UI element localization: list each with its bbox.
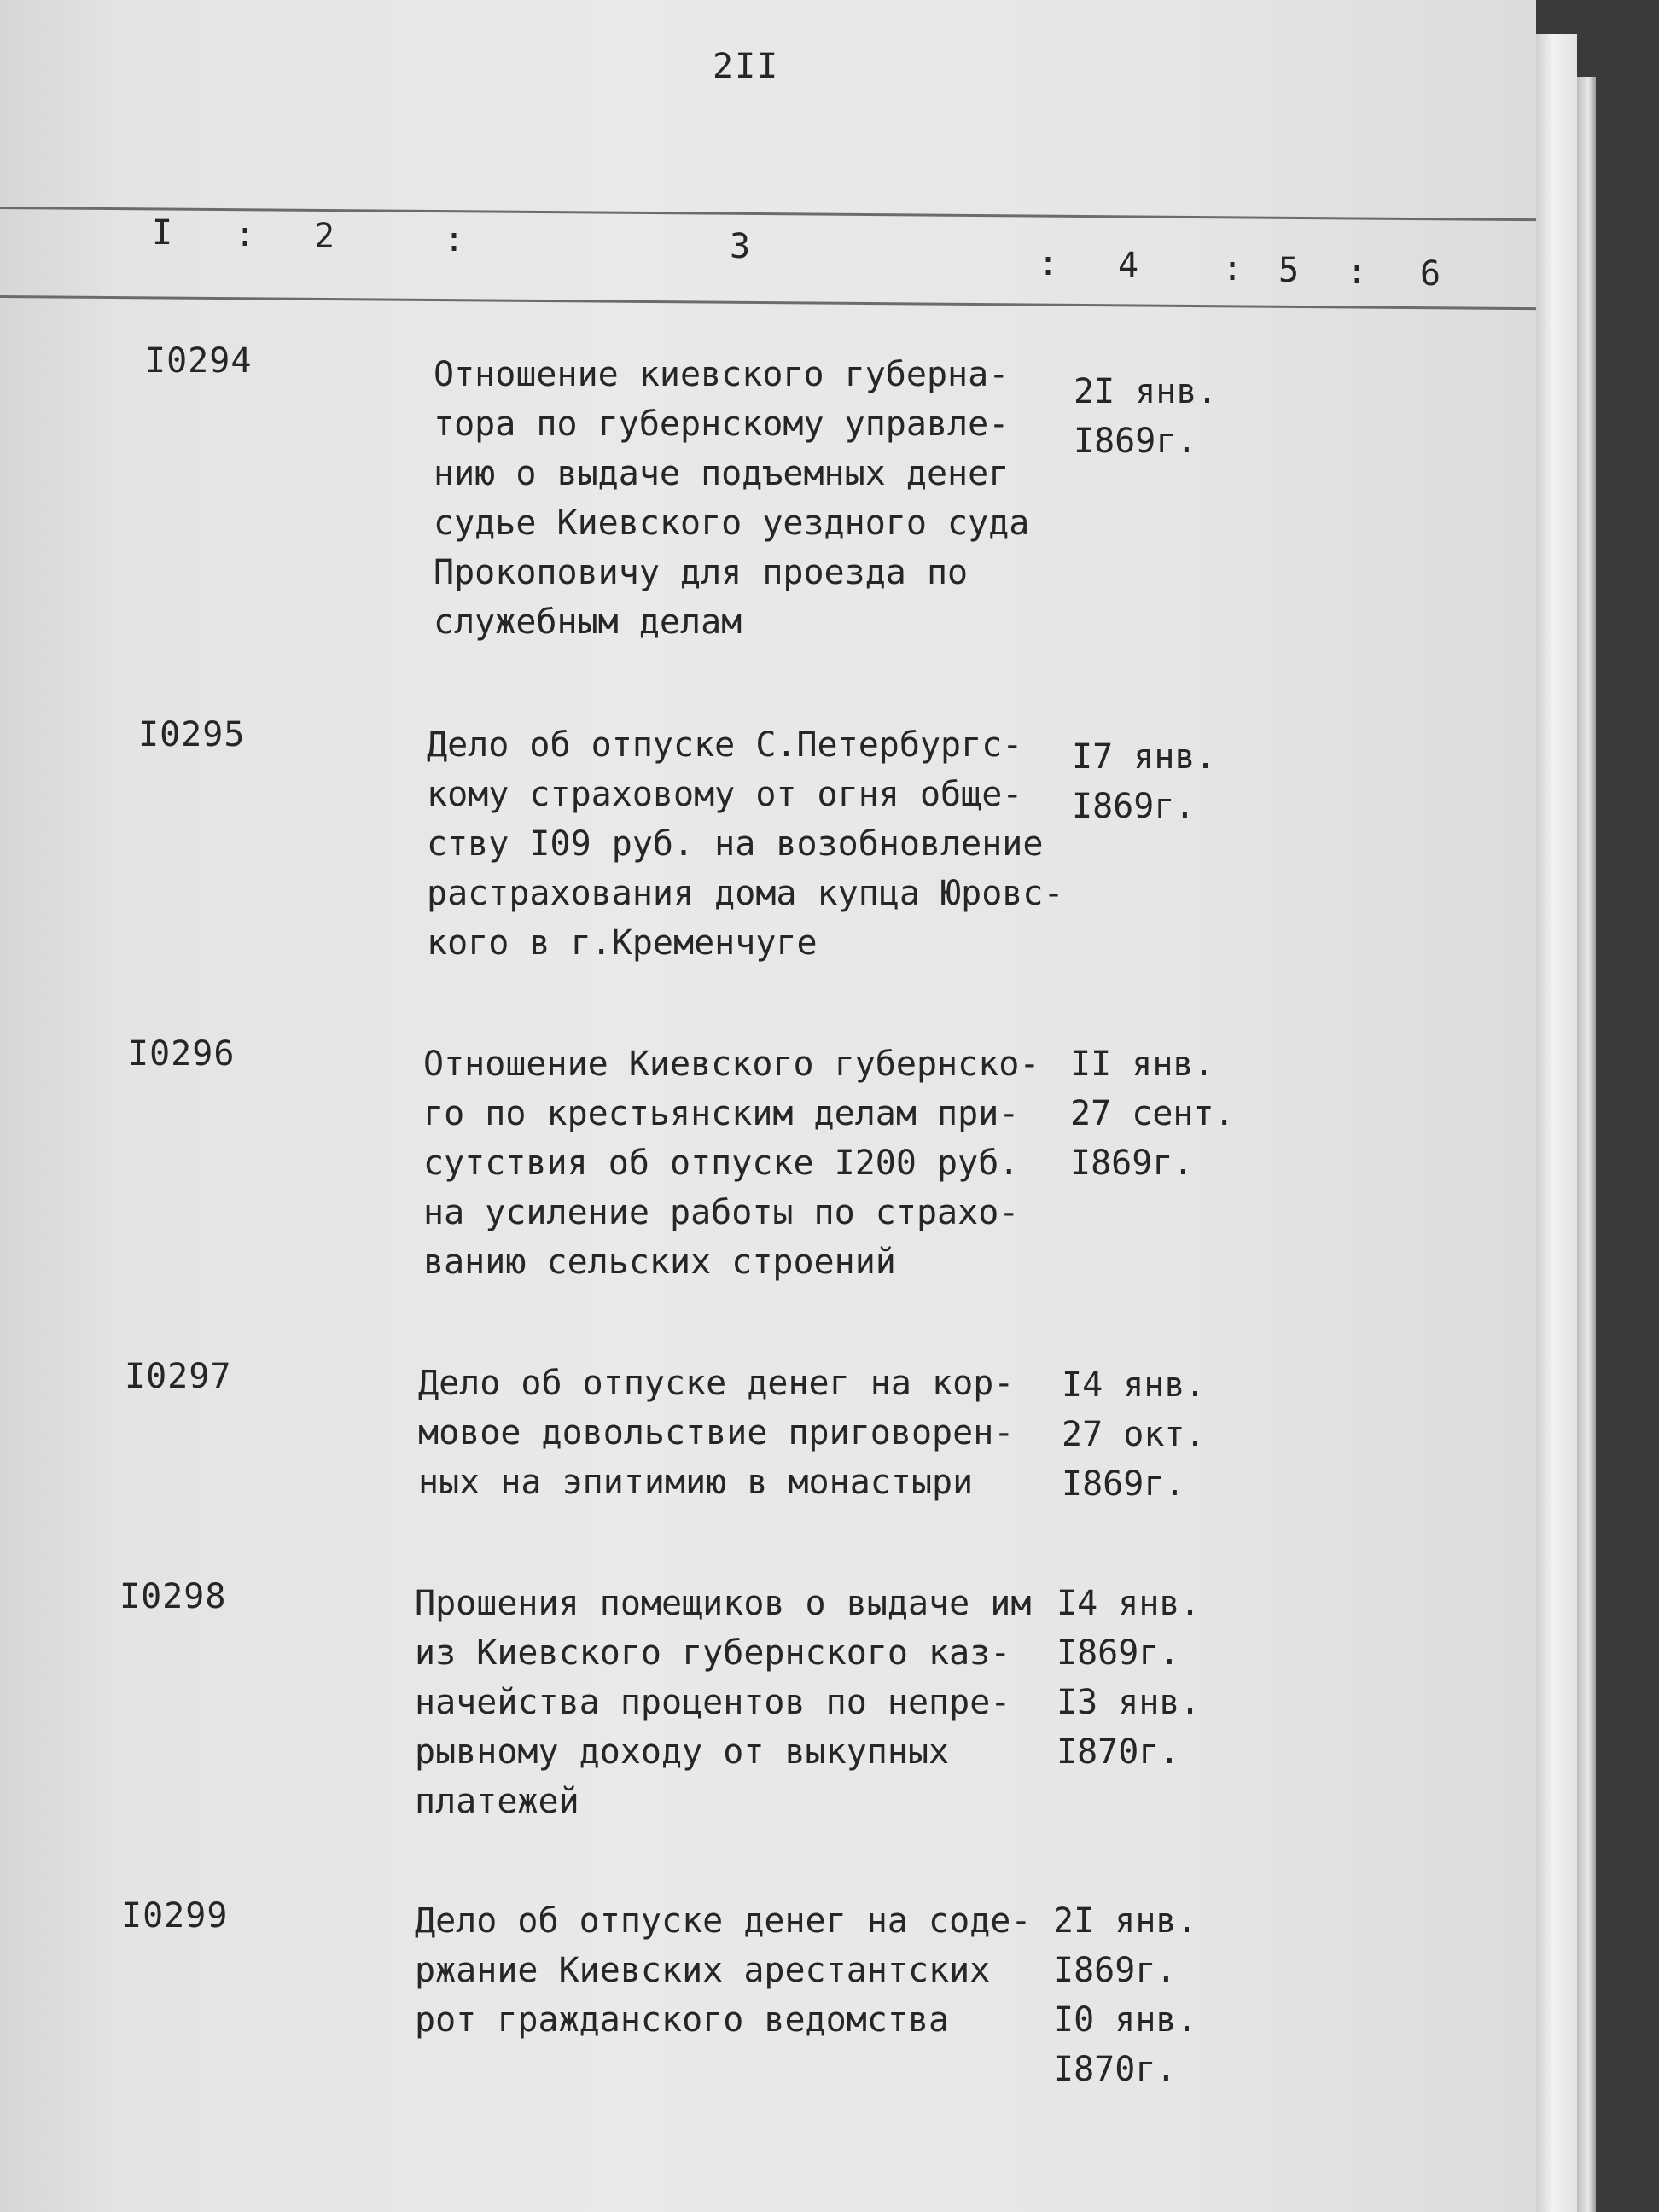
- column-header-separator: :: [1038, 244, 1059, 283]
- entry-date: I869г.: [1062, 1464, 1185, 1504]
- entry-date: I869г.: [1070, 1144, 1194, 1183]
- entry-date: 27 сент.: [1070, 1094, 1235, 1133]
- entry-dates: [1053, 1896, 1241, 2094]
- entry-description-line: ству I09 руб. на возобновление: [427, 824, 1044, 864]
- entry-date: I870г.: [1057, 1732, 1180, 1772]
- entry-date: 2I янв.: [1074, 372, 1218, 411]
- entry-dates: [1062, 1360, 1249, 1509]
- entry-description-line: служебным делам: [434, 602, 742, 642]
- entry-description: [418, 1359, 1067, 1507]
- entry-number: I0298: [119, 1577, 227, 1616]
- column-header-separator: :: [444, 220, 465, 259]
- entry-description-line: Прошения помещиков о выдаче им: [415, 1584, 1032, 1623]
- page-stack-edge-dark: [1577, 77, 1596, 2212]
- entry-description-line: платежей: [415, 1782, 579, 1821]
- entry-date: II янв.: [1070, 1045, 1214, 1084]
- entry-description-line: рот гражданского ведомства: [415, 2000, 950, 2040]
- column-header-5: 5: [1278, 251, 1300, 290]
- entry-description-line: кому страховому от огня обще-: [427, 775, 1023, 814]
- entry-description-line: рывному доходу от выкупных: [415, 1732, 950, 1772]
- entry-dates: [1070, 1039, 1258, 1188]
- entry-description-line: Дело об отпуске С.Петербургс-: [427, 725, 1023, 765]
- entry-description-line: нию о выдаче подъемных денег: [434, 454, 1010, 493]
- entry-date: I0 янв.: [1053, 2000, 1197, 2040]
- entry-description-line: из Киевского губернского каз-: [415, 1633, 1011, 1673]
- entry-number: I0296: [128, 1034, 236, 1074]
- entry-description-line: сутствия об отпуске I200 руб.: [423, 1144, 1020, 1183]
- page-number: 2II: [713, 47, 780, 86]
- entry-date: 27 окт.: [1062, 1415, 1206, 1454]
- entry-description-line: на усиление работы по страхо-: [423, 1193, 1020, 1232]
- entry-description-line: тора по губернскому управле-: [434, 405, 1010, 444]
- column-header-4: 4: [1118, 246, 1139, 285]
- entry-dates: [1074, 367, 1261, 466]
- entry-description-line: растрахования дома купца Юровс-: [427, 874, 1064, 913]
- entry-date: I4 янв.: [1062, 1365, 1206, 1405]
- entry-number: I0299: [121, 1896, 229, 1936]
- entry-description-line: ржание Киевских арестантских: [415, 1951, 991, 1990]
- entry-description-line: Дело об отпуске денег на соде-: [415, 1901, 1032, 1941]
- entry-description: [423, 1039, 1072, 1287]
- entry-description-line: Отношение Киевского губернско-: [423, 1045, 1040, 1084]
- entry-number: I0294: [145, 341, 253, 381]
- entry-description-line: ванию сельских строений: [423, 1243, 896, 1282]
- entry-date: I869г.: [1053, 1951, 1177, 1990]
- page-stack-edge: [1536, 34, 1577, 2212]
- entry-description: [434, 350, 1082, 647]
- entry-date: I4 янв.: [1057, 1584, 1201, 1623]
- column-header-3: 3: [730, 227, 751, 266]
- entry-description-line: ных на эпитимию в монастыри: [418, 1463, 974, 1502]
- column-header-separator: :: [1347, 253, 1368, 292]
- column-header-2: 2: [314, 217, 335, 256]
- column-header-separator: :: [235, 215, 256, 254]
- entry-number: I0295: [138, 715, 246, 754]
- entry-description-line: Отношение киевского губерна-: [434, 355, 1010, 394]
- entry-description-line: кого в г.Кременчуге: [427, 923, 818, 963]
- entry-description-line: начейства процентов по непре-: [415, 1683, 1011, 1722]
- column-header-6: 6: [1420, 254, 1441, 294]
- entry-description-line: мовое довольствие приговорен-: [418, 1413, 1015, 1452]
- entry-description: [415, 1896, 1063, 2045]
- entry-description-line: Дело об отпуске денег на кор-: [418, 1364, 1015, 1403]
- column-header-separator: :: [1222, 249, 1243, 288]
- entry-date: I869г.: [1057, 1633, 1180, 1673]
- entry-date: I870г.: [1053, 2050, 1177, 2089]
- entry-date: I869г.: [1074, 422, 1197, 461]
- entry-date: 2I янв.: [1053, 1901, 1197, 1941]
- entry-description-line: Прокоповичу для проезда по: [434, 553, 969, 592]
- entry-description-line: го по крестьянским делам при-: [423, 1094, 1020, 1133]
- entry-description-line: судье Киевского уездного суда: [434, 504, 1030, 543]
- entry-description: [427, 720, 1075, 968]
- entry-dates: [1057, 1579, 1244, 1777]
- entry-date: I3 янв.: [1057, 1683, 1201, 1722]
- column-header-1: I: [152, 213, 173, 253]
- entry-number: I0297: [125, 1357, 232, 1396]
- entry-date: I7 янв.: [1072, 737, 1216, 777]
- entry-description: [415, 1579, 1063, 1826]
- entry-dates: [1072, 732, 1260, 831]
- entry-date: I869г.: [1072, 787, 1196, 826]
